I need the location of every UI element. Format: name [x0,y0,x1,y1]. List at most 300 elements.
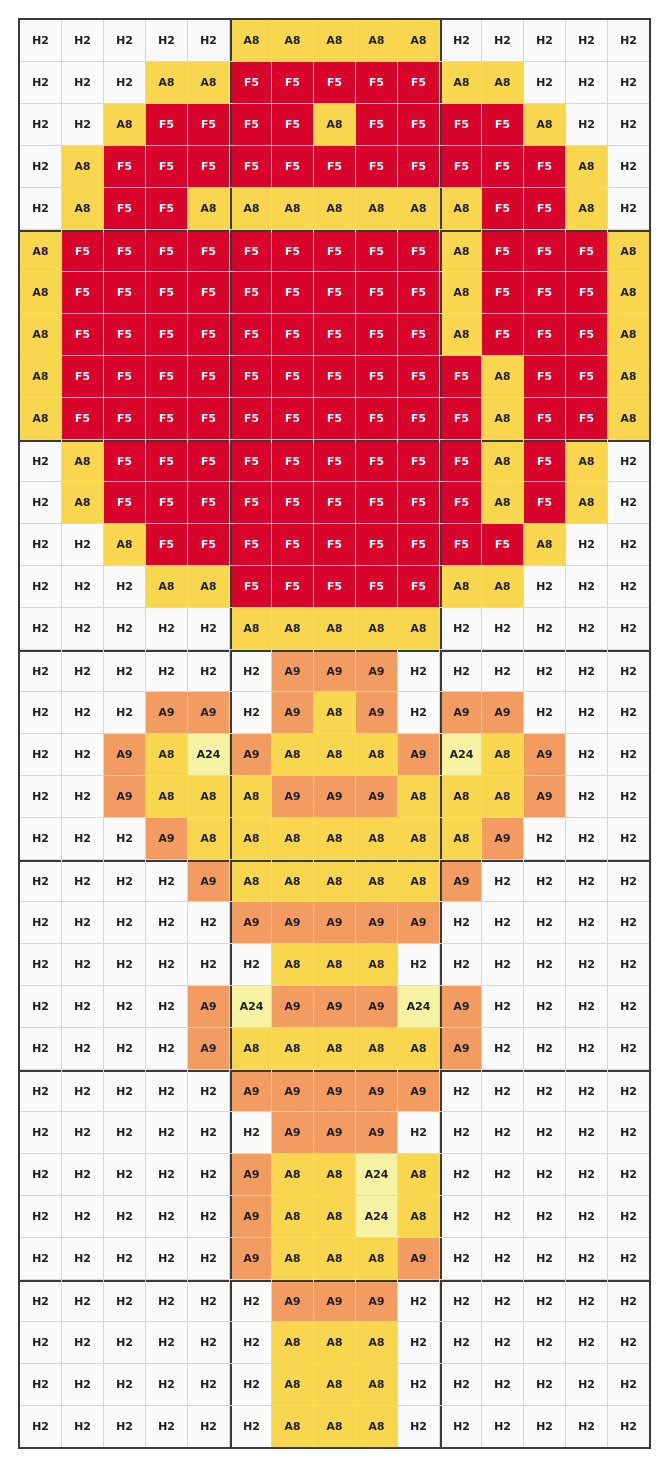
grid-cell: H2 [608,1322,649,1363]
grid-cell: F5 [146,356,187,397]
grid-cell: F5 [272,524,313,565]
grid-cell: H2 [20,1406,61,1447]
grid-cell: H2 [608,482,649,523]
grid-cell: F5 [230,398,271,439]
grid-cell: A9 [440,692,481,733]
grid-cell: F5 [230,314,271,355]
grid-cell: A9 [356,986,397,1027]
grid-cell: H2 [524,944,565,985]
grid-cell: F5 [230,482,271,523]
grid-cell: H2 [188,1406,229,1447]
grid-cell: H2 [188,650,229,691]
grid-cell: H2 [104,860,145,901]
grid-cell: F5 [146,524,187,565]
grid-cell: H2 [146,650,187,691]
grid-cell: A9 [356,650,397,691]
grid-cell: F5 [356,230,397,271]
grid-cell: F5 [104,230,145,271]
grid-cell: F5 [398,104,439,145]
grid-cell: H2 [62,1154,103,1195]
grid-cell: H2 [188,608,229,649]
grid-cell: H2 [188,1196,229,1237]
grid-cell: H2 [566,62,607,103]
grid-cell: F5 [482,272,523,313]
grid-cell: H2 [62,608,103,649]
grid-cell: A8 [272,1154,313,1195]
grid-cell: A8 [398,188,439,229]
grid-cell: H2 [20,1070,61,1111]
grid-cell: A24 [230,986,271,1027]
grid-cell: F5 [146,230,187,271]
grid-cell: A8 [62,482,103,523]
grid-cell: A9 [230,1196,271,1237]
grid-cell: H2 [608,146,649,187]
grid-cell: A8 [440,566,481,607]
grid-cell: H2 [146,1154,187,1195]
grid-cell: A8 [314,692,355,733]
grid-cell: F5 [188,272,229,313]
grid-cell: H2 [62,776,103,817]
grid-cell: A8 [356,1364,397,1405]
grid-cell: F5 [188,356,229,397]
grid-cell: A9 [230,734,271,775]
grid-cell: H2 [482,1112,523,1153]
grid-cell: A8 [608,356,649,397]
grid-cell: H2 [566,566,607,607]
grid-cell: H2 [440,1322,481,1363]
grid-cell: A8 [188,566,229,607]
grid-cell: A8 [314,1196,355,1237]
grid-cell: A9 [146,692,187,733]
grid-cell: F5 [524,314,565,355]
grid-cell: A8 [272,608,313,649]
grid-cell: H2 [188,1364,229,1405]
grid-cell: F5 [482,524,523,565]
grid-cell: H2 [482,860,523,901]
grid-cell: A8 [62,146,103,187]
grid-cell: H2 [230,1406,271,1447]
grid-cell: H2 [524,1196,565,1237]
grid-cell: H2 [62,1280,103,1321]
grid-cell: H2 [566,692,607,733]
grid-cell: A8 [20,398,61,439]
grid-cell: F5 [314,272,355,313]
grid-cell: A8 [398,1154,439,1195]
grid-cell: H2 [20,524,61,565]
grid-cell: F5 [188,104,229,145]
grid-cell: F5 [524,272,565,313]
grid-cell: F5 [62,230,103,271]
grid-cell: A8 [524,524,565,565]
grid-cell: A8 [272,1364,313,1405]
grid-cell: H2 [146,608,187,649]
grid-cell: A8 [482,440,523,481]
grid-cell: F5 [272,566,313,607]
grid-cell: H2 [20,1280,61,1321]
grid-cell: A9 [146,818,187,859]
grid-cell: H2 [608,20,649,61]
grid-cell: H2 [188,1238,229,1279]
grid-cell: H2 [608,734,649,775]
grid-cell: A8 [146,62,187,103]
grid-cell: A8 [566,482,607,523]
grid-cell: F5 [104,188,145,229]
grid-cell: F5 [188,146,229,187]
grid-cell: H2 [608,860,649,901]
grid-cell: F5 [524,188,565,229]
grid-cell: H2 [440,1364,481,1405]
grid-cell: H2 [524,692,565,733]
grid-cell: A24 [188,734,229,775]
grid-cell: H2 [566,104,607,145]
grid-cell: H2 [482,20,523,61]
grid-cell: A9 [272,692,313,733]
grid-cell: F5 [440,356,481,397]
grid-cell: A8 [398,860,439,901]
grid-cell: F5 [62,272,103,313]
grid-cell: H2 [104,1196,145,1237]
grid-cell: H2 [524,860,565,901]
grid-cell: F5 [440,146,481,187]
grid-cell: A9 [272,1070,313,1111]
grid-cell: F5 [272,440,313,481]
grid-cell: A8 [356,1238,397,1279]
grid-cell: F5 [314,440,355,481]
grid-cell: A8 [188,818,229,859]
grid-cell: A8 [314,188,355,229]
grid-cell: A8 [314,944,355,985]
grid-cell: A8 [62,188,103,229]
grid-cell: A24 [440,734,481,775]
grid-cell: H2 [146,1112,187,1153]
grid-cell: F5 [230,230,271,271]
grid-cell: H2 [566,1070,607,1111]
grid-cell: H2 [566,734,607,775]
grid-cell: A8 [398,20,439,61]
grid-cell: H2 [524,1322,565,1363]
grid-cell: F5 [230,356,271,397]
grid-cell: H2 [608,902,649,943]
grid-cell: H2 [608,1028,649,1069]
grid-cell: A8 [314,1238,355,1279]
grid-cell: A8 [440,188,481,229]
grid-cell: A8 [482,482,523,523]
grid-cell: H2 [188,944,229,985]
grid-cell: F5 [524,356,565,397]
grid-cell: A8 [104,104,145,145]
grid-cell: F5 [524,398,565,439]
grid-cell: F5 [272,356,313,397]
grid-cell: H2 [608,608,649,649]
grid-cell: H2 [440,650,481,691]
grid-cell: H2 [566,818,607,859]
grid-cell: F5 [482,104,523,145]
grid-cell: A9 [524,734,565,775]
grid-cell: A9 [482,818,523,859]
grid-cell: A8 [356,860,397,901]
grid-cell: H2 [62,1238,103,1279]
grid-cell: A8 [188,776,229,817]
grid-cell: A24 [356,1154,397,1195]
grid-cell: H2 [62,524,103,565]
grid-cell: H2 [566,1028,607,1069]
grid-cell: F5 [104,440,145,481]
grid-cell: H2 [20,902,61,943]
grid-cell: A8 [146,734,187,775]
grid-cell: F5 [356,482,397,523]
grid-cell: A8 [482,398,523,439]
grid-cell: A8 [566,188,607,229]
grid-cell: H2 [146,1238,187,1279]
grid-cell: F5 [314,566,355,607]
grid-cell: F5 [440,104,481,145]
grid-cell: F5 [272,230,313,271]
grid-cell: F5 [104,272,145,313]
grid-cell: A8 [272,1322,313,1363]
grid-cell: H2 [104,608,145,649]
grid-cell: A8 [356,818,397,859]
grid-cell: A9 [188,1028,229,1069]
grid-cell: F5 [188,482,229,523]
grid-cell: H2 [146,1364,187,1405]
grid-cell: H2 [566,776,607,817]
grid-cell: H2 [20,1154,61,1195]
grid-cell: A8 [314,860,355,901]
grid-cell: H2 [62,734,103,775]
grid-cell: A8 [440,230,481,271]
grid-cell: H2 [524,1112,565,1153]
grid-cell: H2 [524,1280,565,1321]
grid-cell: F5 [146,104,187,145]
grid-cell: H2 [482,1196,523,1237]
grid-cell: H2 [188,1154,229,1195]
grid-cell: H2 [20,1238,61,1279]
grid-cell: F5 [440,524,481,565]
grid-cell: H2 [20,1028,61,1069]
grid-cell: H2 [524,1028,565,1069]
grid-cell: A8 [20,356,61,397]
grid-cell: A9 [440,1028,481,1069]
grid-cell: H2 [608,986,649,1027]
grid-cell: A9 [272,650,313,691]
grid-cell: H2 [524,902,565,943]
grid-cell: A8 [230,1028,271,1069]
grid-cell: H2 [104,818,145,859]
grid-cell: F5 [272,104,313,145]
grid-cell: A9 [398,1238,439,1279]
grid-cell: H2 [20,860,61,901]
grid-cell: H2 [62,1070,103,1111]
grid-cell: A8 [440,314,481,355]
grid-cell: A9 [440,986,481,1027]
grid-cell: A8 [356,1028,397,1069]
grid-cell: H2 [524,1406,565,1447]
grid-cell: H2 [440,902,481,943]
grid-cell: H2 [20,482,61,523]
grid-cell: A9 [188,986,229,1027]
grid-cell: H2 [566,1406,607,1447]
grid-cell: H2 [398,692,439,733]
grid-cell: H2 [146,944,187,985]
grid-cell: A9 [398,734,439,775]
grid-cell: H2 [20,1322,61,1363]
grid-cell: H2 [20,650,61,691]
grid-cell: F5 [398,62,439,103]
grid-cell: F5 [188,314,229,355]
grid-cell: H2 [146,20,187,61]
grid-cell: A24 [356,1196,397,1237]
grid-cell: A8 [314,1154,355,1195]
grid-cell: F5 [524,146,565,187]
grid-cell: A9 [314,902,355,943]
grid-cell: A9 [356,692,397,733]
grid-cell: A8 [230,860,271,901]
grid-cell: A8 [566,146,607,187]
grid-cell: H2 [440,1238,481,1279]
grid-cell: A9 [272,986,313,1027]
grid-cell: H2 [608,650,649,691]
grid-cell: H2 [20,734,61,775]
grid-cell: H2 [20,188,61,229]
grid-cell: H2 [398,1280,439,1321]
grid-cell: A24 [398,986,439,1027]
grid-cell: A8 [314,104,355,145]
grid-cell: F5 [272,272,313,313]
grid-cell: F5 [314,356,355,397]
grid-cell: A8 [440,818,481,859]
grid-cell: A9 [356,1112,397,1153]
grid-cell: F5 [272,398,313,439]
grid-cell: H2 [398,1322,439,1363]
grid-cell: A9 [356,1280,397,1321]
grid-cell: H2 [440,1280,481,1321]
grid-cell: H2 [188,1322,229,1363]
grid-cell: H2 [188,1280,229,1321]
grid-cell: H2 [440,1196,481,1237]
grid-cell: A8 [314,1406,355,1447]
grid-cell: F5 [230,440,271,481]
grid-cell: H2 [524,818,565,859]
grid-cell: A8 [440,62,481,103]
grid-cell: H2 [188,1112,229,1153]
grid-cell: A8 [482,776,523,817]
grid-cell: F5 [398,230,439,271]
grid-cell: H2 [566,524,607,565]
grid-cell: F5 [356,146,397,187]
grid-cell: A8 [440,776,481,817]
grid-cell: F5 [230,566,271,607]
grid-cell: F5 [398,524,439,565]
grid-cell: A9 [398,1070,439,1111]
grid-cell: H2 [62,986,103,1027]
grid-cell: F5 [188,230,229,271]
grid-cell: A8 [398,818,439,859]
grid-cell: A8 [230,188,271,229]
grid-cell: H2 [146,1322,187,1363]
grid-cell: H2 [524,986,565,1027]
grid-cell: H2 [608,944,649,985]
grid-cell: H2 [62,104,103,145]
grid-cell: H2 [62,1406,103,1447]
grid-cell: A8 [356,188,397,229]
grid-cell: H2 [524,1154,565,1195]
grid-cell: F5 [314,398,355,439]
grid-cell: A8 [482,356,523,397]
grid-cell: F5 [356,566,397,607]
grid-cell: A8 [608,314,649,355]
grid-cell: H2 [104,692,145,733]
grid-cell: F5 [356,104,397,145]
grid-cell: F5 [524,440,565,481]
grid-cell: H2 [62,1112,103,1153]
grid-cell: A8 [398,1196,439,1237]
grid-cell: A9 [230,902,271,943]
grid-cell: F5 [146,146,187,187]
grid-cell: F5 [188,398,229,439]
grid-cell: H2 [482,902,523,943]
grid-cell: A9 [104,734,145,775]
grid-cell: A9 [356,776,397,817]
grid-cell: H2 [62,860,103,901]
grid-cell: F5 [356,272,397,313]
grid-cell: F5 [314,146,355,187]
grid-cell: F5 [146,482,187,523]
grid-cell: A8 [566,440,607,481]
grid-cell: A8 [314,20,355,61]
grid-cell: H2 [608,524,649,565]
grid-cell: F5 [524,230,565,271]
grid-cell: A8 [356,1406,397,1447]
grid-cell: H2 [524,608,565,649]
grid-cell: A8 [188,188,229,229]
grid-cell: H2 [566,1112,607,1153]
grid-cell: H2 [230,1322,271,1363]
grid-cell: H2 [566,860,607,901]
grid-cell: H2 [104,986,145,1027]
grid-cell: A8 [20,272,61,313]
grid-cell: H2 [62,650,103,691]
grid-cell: F5 [314,524,355,565]
grid-cell: H2 [20,818,61,859]
grid-cell: F5 [356,398,397,439]
grid-cell: H2 [482,1238,523,1279]
grid-cell: A8 [314,1364,355,1405]
grid-cell: A8 [104,524,145,565]
grid-cell: H2 [398,1112,439,1153]
grid-cell: A9 [188,860,229,901]
grid-cell: A8 [524,104,565,145]
grid-cell: A9 [272,1280,313,1321]
grid-cell: H2 [62,20,103,61]
grid-cell: A8 [482,734,523,775]
grid-cell: H2 [104,650,145,691]
grid-cell: H2 [608,1070,649,1111]
grid-cell: H2 [104,1364,145,1405]
grid-cell: H2 [104,902,145,943]
grid-cell: A8 [230,776,271,817]
grid-cell: H2 [440,20,481,61]
grid-cell: F5 [230,62,271,103]
grid-cell: A9 [188,692,229,733]
grid-cell: F5 [356,62,397,103]
grid-cell: A8 [230,818,271,859]
grid-cell: H2 [20,440,61,481]
grid-cell: F5 [356,524,397,565]
grid-cell: A8 [356,608,397,649]
grid-cell: H2 [566,902,607,943]
grid-cell: H2 [104,1238,145,1279]
grid-cell: H2 [20,944,61,985]
